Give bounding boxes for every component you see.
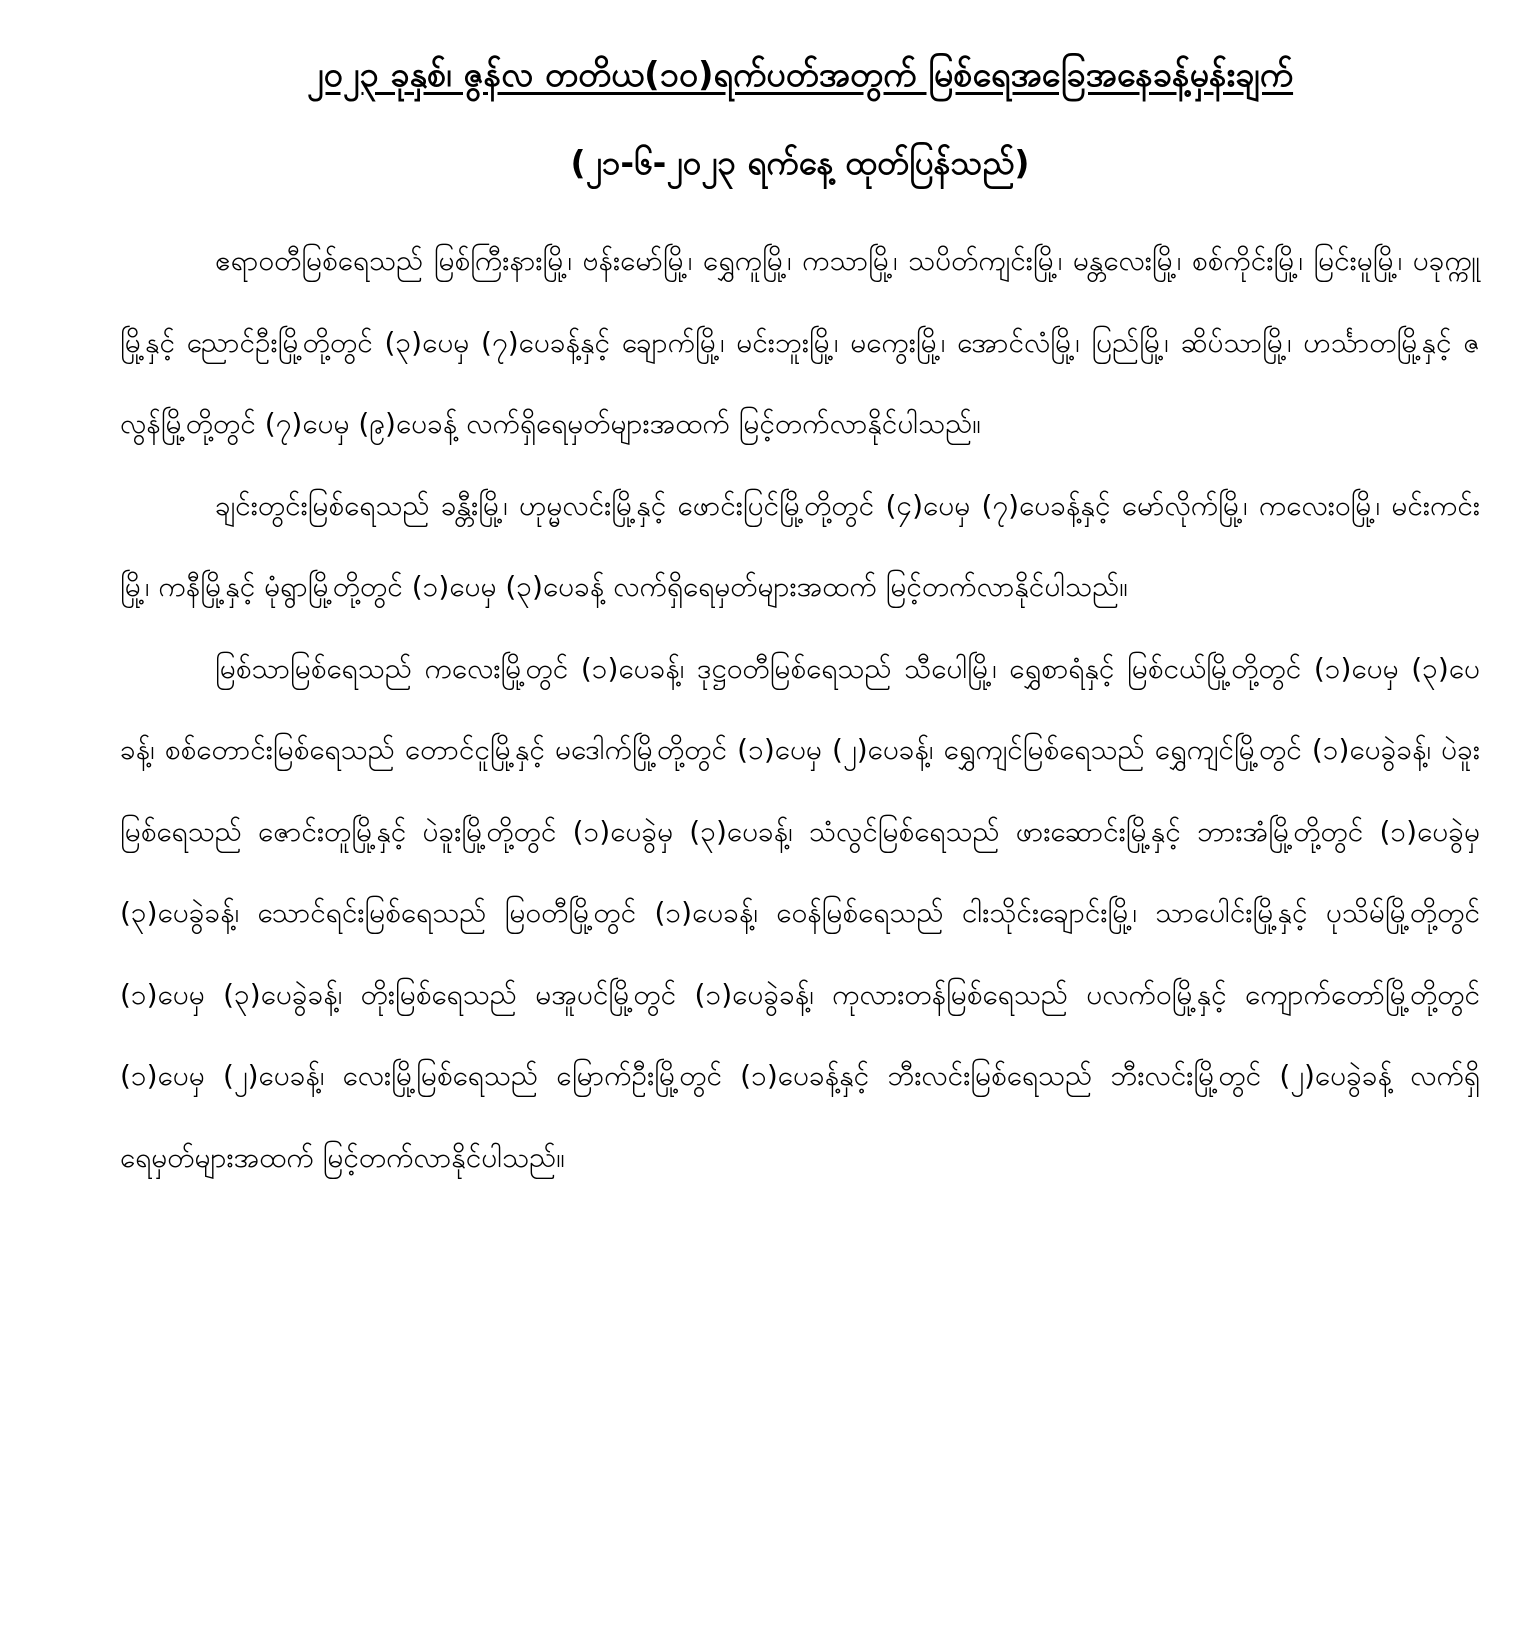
paragraph-other-rivers: မြစ်သာမြစ်ရေသည် ကလေးမြို့တွင် (၁)ပေခန့်၊ ဒုဋ္ဌဝတီမြစ်ရေသည် သီပေါမြို့၊ ရွှေစာရံနှင့် မြစ်ငယ်မြို့တို့တွင် (၁)ပေမှ (၃)ပေခန့်၊ စစ်တောင်းမြစ်ရေသည် တောင်ငူမြို့နှင့် မဒေါက်မြို့တို့တွင် (၁)ပေမှ (၂)ပေခန့်၊ ရွှေကျင်မြစ်ရေသည် ရွှေကျင်မြို့တွင် (၁)ပေခွဲခန့်၊ ပဲခူးမြစ်ရေသည် ဇောင်းတူမြို့နှင့် ပဲခူးမြို့တို့တွင် (၁)ပေခွဲမှ (၃)ပေခန့်၊ သံလွင်မြစ်ရေသည် ဖားဆောင်းမြို့နှင့် ဘားအံမြို့တို့တွင် (၁)ပေခွဲမှ (၃)ပေခွဲခန့်၊ သောင်ရင်းမြစ်ရေသည် မြဝတီမြို့တွင် (၁)ပေခန့်၊ ဝေန်မြစ်ရေသည် ငါးသိုင်းချောင်းမြို့၊ သာပေါင်းမြို့နှင့် ပုသိမ်မြို့တို့တွင် (၁)ပေမှ (၃)ပေခွဲခန့်၊ တိုးမြစ်ရေသည် မအူပင်မြို့တွင် (၁)ပေခွဲခန့်၊ ကုလားတန်မြစ်ရေသည် ပလက်ဝမြို့နှင့် ကျောက်တော်မြို့တို့တွင် (၁)ပေမှ (၂)ပေခန့်၊ လေးမြို့မြစ်ရေသည် မြောက်ဦးမြို့တွင် (၁)ပေခန့်နှင့် ဘီးလင်းမြစ်ရေသည် ဘီးလင်းမြို့တွင် (၂)ပေခွဲခန့် လက်ရှိရေမှတ်များအထက် မြင့်တက်လာနိုင်ပါသည်။	[120, 651, 1480, 1174]
document-subtitle: (၂၁-၆-၂၀၂၃ ရက်နေ့ ထုတ်ပြန်သည်)	[570, 143, 1030, 182]
document-page	[120, 40, 1480, 1198]
paragraph-ayeyarwady: ဧရာဝတီမြစ်ရေသည် မြစ်ကြီးနားမြို့၊ ဗန်းမော်မြို့၊ ရွှေကူမြို့၊ ကသာမြို့၊ သပိတ်ကျင်းမြို့၊ မန္တလေးမြို့၊ စစ်ကိုင်းမြို့၊ မြင်းမူမြို့၊ ပခုက္ကူမြို့နှင့် ညောင်ဦးမြို့တို့တွင် (၃)ပေမှ (၇)ပေခန့်နှင့် ချောက်မြို့၊ မင်းဘူးမြို့၊ မကွေးမြို့၊ အောင်လံမြို့၊ ပြည်မြို့၊ ဆိပ်သာမြို့၊ ဟင်္သာတမြို့နှင့် ဇလွန်မြို့တို့တွင် (၇)ပေမှ (၉)ပေခန့် လက်ရှိရေမှတ်များအထက် မြင့်တက်လာနိုင်ပါသည်။	[120, 244, 1480, 440]
paragraph-chindwin: ချင်းတွင်းမြစ်ရေသည် ခန္တီးမြို့၊ ဟုမ္မလင်းမြို့နှင့် ဖောင်းပြင်မြို့တို့တွင် (၄)ပေမှ (၇)ပေခန့်နှင့် မော်လိုက်မြို့၊ ကလေးဝမြို့၊ မင်းကင်းမြို့၊ ကနီမြို့နှင့် မုံရွာမြို့တို့တွင် (၁)ပေမှ (၃)ပေခန့် လက်ရှိရေမှတ်များအထက် မြင့်တက်လာနိုင်ပါသည်။	[120, 488, 1480, 603]
document-title: ၂၀၂၃ ခုနှစ်၊ ဇွန်လ တတိယ(၁၀)ရက်ပတ်အတွက် မြစ်ရေအခြေအနေခန့်မှန်းချက်	[306, 55, 1294, 95]
